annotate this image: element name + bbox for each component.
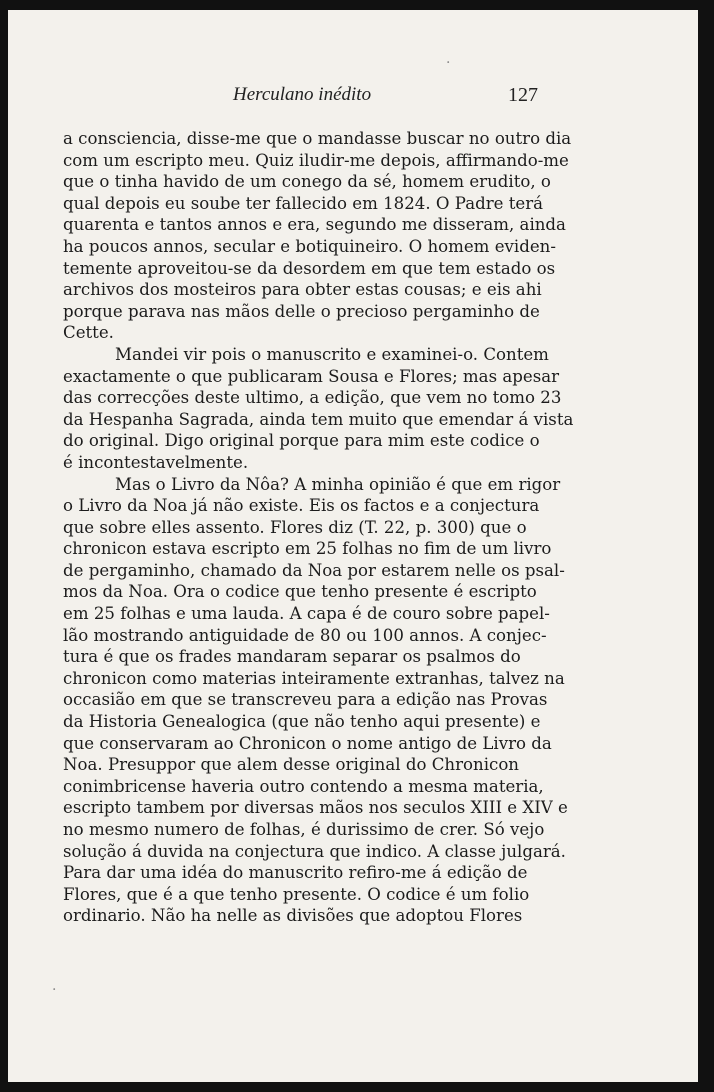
text-line: que conservaram ao Chronicon o nome antigo de Livro da [63, 733, 552, 753]
text-line: Mas o Livro da Nôa? A minha opinião é que em rigor [115, 474, 561, 494]
book-page [8, 10, 698, 1082]
running-title: Herculano inédito [233, 84, 372, 105]
text-line: é incontestavelmente. [63, 452, 249, 472]
text-line: archivos dos mosteiros para obter estas cousas; e eis ahi [63, 280, 542, 300]
text-line: chronicon como materias inteiramente extranhas, talvez na [63, 668, 565, 688]
text-line: do original. Digo original porque para mim este codice o [63, 431, 540, 451]
text-line: occasião em que se transcreveu para a edição nas Provas [63, 690, 548, 710]
text-line: a consciencia, disse-me que o mandasse buscar no outro dia [63, 129, 572, 148]
text-line: o Livro da Noa já não existe. Eis os factos e a conjectura [63, 496, 540, 516]
text-line: mos da Noa. Ora o codice que tenho presente é escripto [63, 582, 537, 602]
text-line: porque parava nas mãos delle o precioso pergaminho de [63, 301, 540, 321]
text-line: conimbricense haveria outro contendo a mesma materia, [63, 776, 544, 796]
text-line: de pergaminho, chamado da Noa por estarem nelle os psal- [63, 560, 565, 580]
text-line: Para dar uma idéa do manuscrito refiro-me á edição de [63, 863, 528, 883]
text-line: que sobre elles assento. Flores diz (T. 22, p. 300) que o [63, 517, 527, 537]
text-line: exactamente o que publicaram Sousa e Flores; mas apesar [63, 366, 560, 386]
text-line: Noa. Presuppor que alem desse original do Chronicon [63, 755, 519, 775]
page-number: 127 [508, 84, 538, 106]
text-line: ha poucos annos, secular e botiquineiro. O homem eviden- [63, 236, 556, 256]
text-line: da Historia Genealogica (que não tenho aqui presente) e [63, 712, 541, 732]
body-text [63, 128, 574, 927]
text-line: temente aproveitou-se da desordem em que tem estado os [63, 258, 556, 278]
scan-speck: · [52, 982, 57, 998]
text-line: chronicon estava escripto em 25 folhas no fim de um livro [63, 539, 552, 559]
text-line: Mandei vir pois o manuscrito e examinei-o. Contem [115, 344, 549, 364]
text-line: com um escripto meu. Quiz iludir-me depois, affirmando-me [63, 150, 569, 170]
scan-speck: · [446, 55, 451, 71]
text-line: Flores, que é a que tenho presente. O codice é um folio [63, 884, 530, 904]
text-line: da Hespanha Sagrada, ainda tem muito que emendar á vista [63, 409, 574, 429]
page-header [8, 84, 698, 114]
text-line: tura é que os frades mandaram separar os psalmos do [63, 647, 521, 667]
text-line: que o tinha havido de um conego da sé, homem erudito, o [63, 172, 551, 192]
text-line: lão mostrando antiguidade de 80 ou 100 annos. A conjec- [63, 625, 547, 645]
text-line: ordinario. Não ha nelle as divisões que adoptou Flores [63, 906, 523, 926]
text-line: em 25 folhas e uma lauda. A capa é de couro sobre papel- [63, 604, 550, 624]
text-line: qual depois eu soube ter fallecido em 1824. O Padre terá [63, 193, 544, 213]
text-line: Cette. [63, 323, 114, 343]
text-line: quarenta e tantos annos e era, segundo me disseram, ainda [63, 215, 566, 235]
text-line: das correcções deste ultimo, a edição, que vem no tomo 23 [63, 388, 562, 408]
text-line: escripto tambem por diversas mãos nos seculos XIII e XIV e [63, 798, 568, 818]
text-line: no mesmo numero de folhas, é durissimo de crer. Só vejo [63, 820, 545, 839]
text-line: solução á duvida na conjectura que indico. A classe julgará. [63, 841, 566, 861]
